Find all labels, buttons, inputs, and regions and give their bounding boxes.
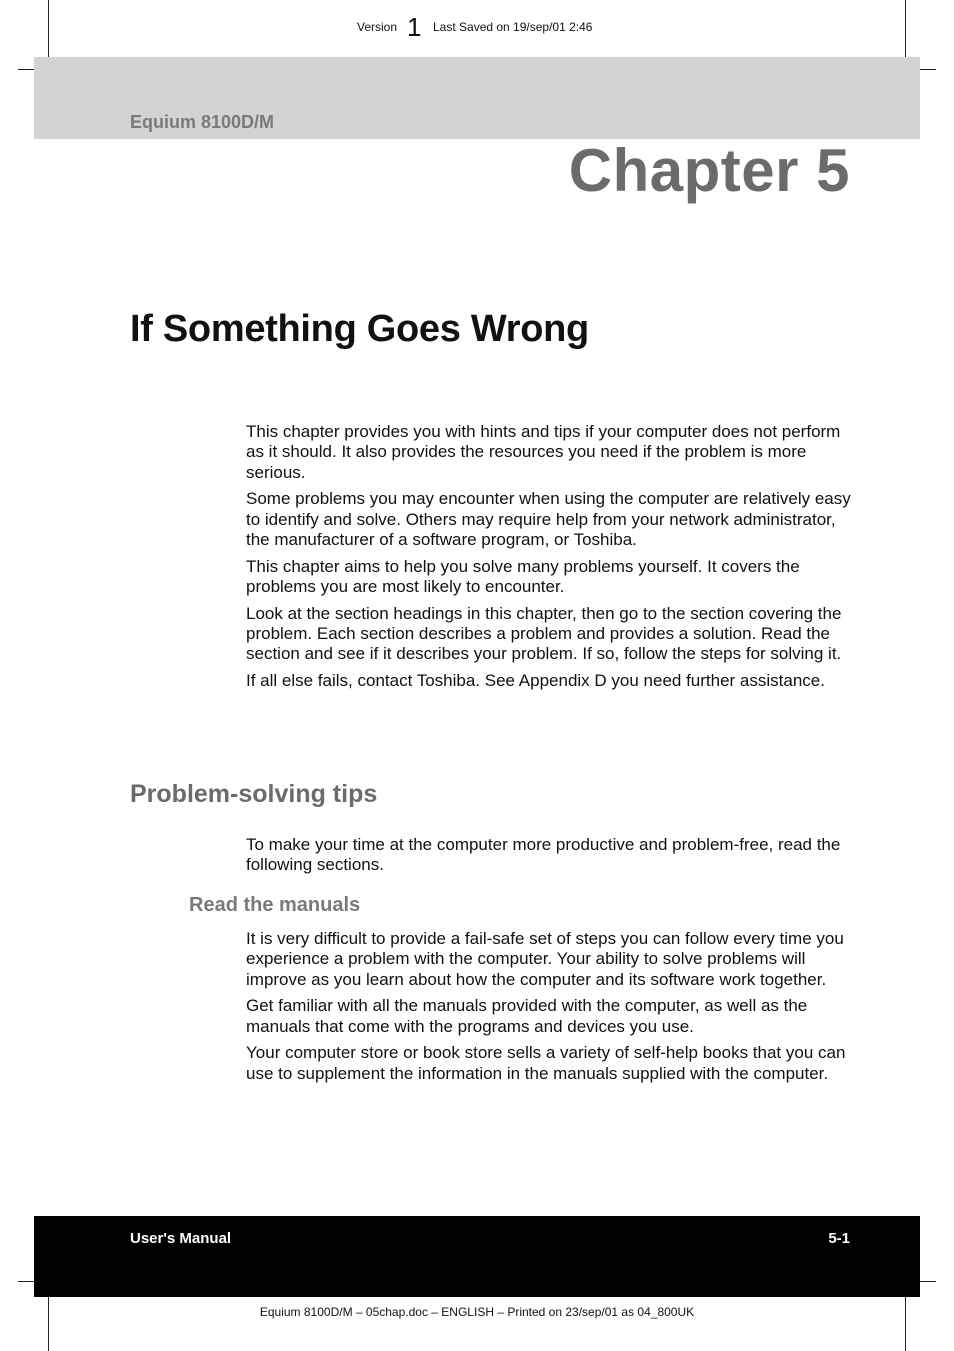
- footer-manual-label: User's Manual: [130, 1230, 232, 1247]
- intro-paragraph: If all else fails, contact Toshiba. See Appendix D you need further assistance.: [246, 671, 825, 691]
- chapter-heading: Chapter 5: [568, 137, 850, 204]
- footer-page-number: 5-1: [828, 1230, 850, 1247]
- intro-paragraph: Look at the section headings in this chapter, then go to the section covering the problem. Each section describes a problem and provides a solution. Read the section and see if it describes your problem. If so, follow the steps for solving it.: [246, 603, 842, 664]
- version-line: [0, 12, 954, 42]
- intro-paragraph: This chapter provides you with hints and tips if your computer does not perform as it should. It also provides the resources you need if the problem is more serious.: [246, 422, 841, 482]
- print-info: Equium 8100D/M – 05chap.doc – ENGLISH – Printed on 23/sep/01 as 04_800UK: [259, 1305, 695, 1319]
- crop-mark-bottom-right-h: [920, 1281, 936, 1282]
- crop-mark-bottom-left-h: [18, 1281, 34, 1282]
- intro-paragraph: Some problems you may encounter when using the computer are relatively easy to identify and solve. Others may require help from your network administrator, the manufacturer of a software program, or Toshiba.: [246, 489, 851, 549]
- subsection-paragraph: Get familiar with all the manuals provided with the computer, as well as the manuals that come with the programs and devices you use.: [246, 996, 808, 1036]
- intro-paragraph: This chapter aims to help you solve many problems yourself. It covers the problems you are most likely to encounter.: [246, 556, 800, 597]
- subsection-text: [246, 929, 858, 1091]
- section-text: [246, 835, 858, 882]
- version-number: 1: [407, 12, 422, 42]
- intro-text: [246, 422, 858, 698]
- section-paragraph: To make your time at the computer more productive and problem-free, read the following sections.: [246, 835, 841, 875]
- product-name: Equium 8100D/M: [130, 112, 275, 132]
- section-heading: Problem-solving tips: [130, 780, 378, 808]
- subsection-heading: Read the manuals: [189, 894, 361, 916]
- crop-mark-top-left-h: [18, 69, 34, 70]
- subsection-paragraph: Your computer store or book store sells a variety of self-help books that you can use to supplement the information in the manuals supplied with the computer.: [246, 1043, 846, 1083]
- page-title: If Something Goes Wrong: [130, 308, 589, 350]
- footer-band: [34, 1216, 920, 1297]
- version-label: Version: [357, 20, 398, 34]
- last-saved: Last Saved on 19/sep/01 2:46: [433, 20, 593, 34]
- subsection-paragraph: It is very difficult to provide a fail-safe set of steps you can follow every time you experience a problem with the computer. Your ability to solve problems will improve as you learn about how the computer and its software work together.: [246, 929, 844, 989]
- crop-mark-top-right-h: [920, 69, 936, 70]
